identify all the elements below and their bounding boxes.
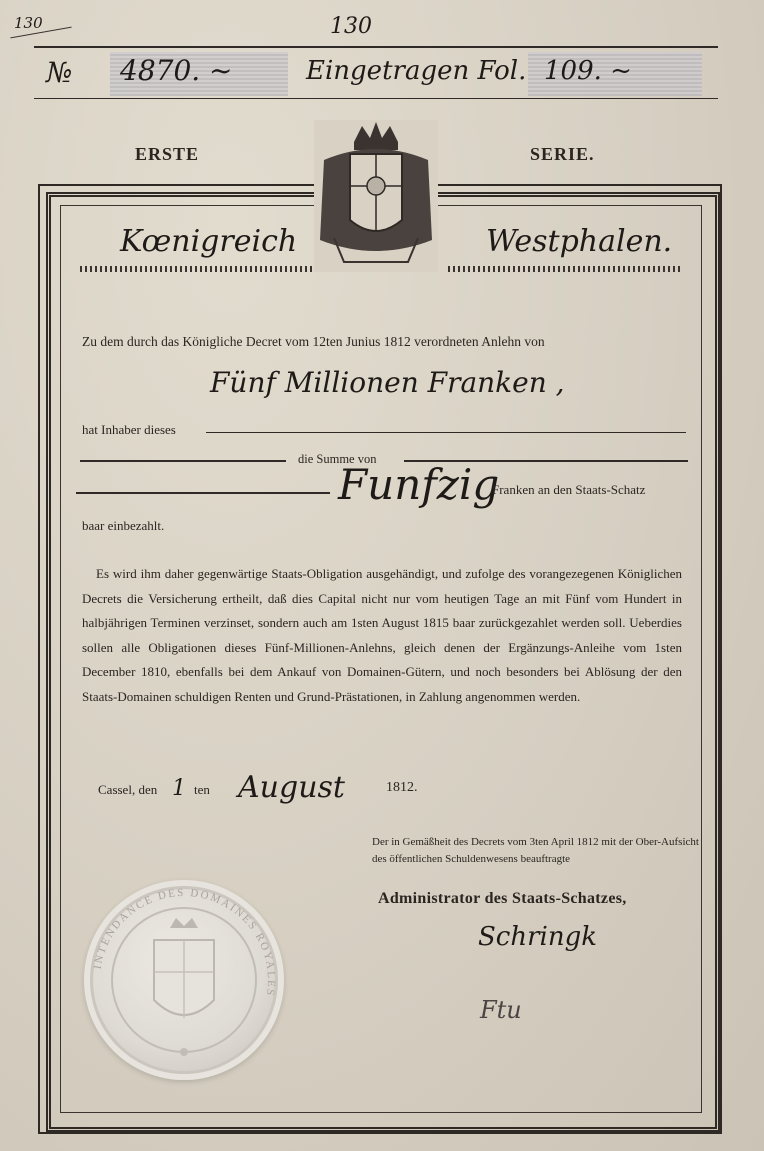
sum-label: die Summe von <box>298 452 377 466</box>
fill-line <box>76 492 330 494</box>
corner-number: 130 <box>14 14 43 32</box>
series-left: ERSTE <box>135 144 200 164</box>
date-place: Cassel, den <box>98 782 158 797</box>
signature: Schringk <box>478 922 598 952</box>
date-month: August <box>238 770 345 805</box>
holder-label: hat Inhaber dieses <box>82 422 176 437</box>
series-right: SERIE. <box>530 144 595 164</box>
seal-legend <box>84 880 284 1080</box>
date-day: 1 <box>172 776 186 801</box>
franken-text: Franken an den Staats-Schatz <box>492 482 646 497</box>
number-value: 4870. ~ <box>120 54 233 87</box>
officer-text: Der in Gemäßheit des Decrets vom 3ten April 1812 mit der Ober-Aufsicht des öffentlichen Schuldenwesens beauftragte <box>372 836 699 865</box>
coat-of-arms-icon <box>314 120 438 272</box>
number-label: № <box>46 56 73 89</box>
fill-line <box>80 460 286 462</box>
signature-initials: Ftu <box>480 996 522 1024</box>
title-ornament-left <box>80 266 314 272</box>
date-year: 1812. <box>386 780 418 795</box>
date-day-suffix: ten <box>194 782 210 797</box>
title-ornament-right <box>448 266 682 272</box>
seal-text: INTENDANCE DES DOMAINES ROYALES <box>91 886 278 999</box>
intro-text: Zu dem durch das Königliche Decret vom 12ten Junius 1812 verordneten Anlehn von <box>82 334 545 349</box>
holder-line <box>206 432 686 433</box>
header-bottom-rule <box>34 98 718 99</box>
top-number: 130 <box>330 14 372 39</box>
title-westphalia: Westphalen. <box>486 224 673 259</box>
loan-amount: Fünf Millionen Franken , <box>210 366 565 399</box>
svg-text:INTENDANCE DES DOMAINES ROYALE <box>92 887 277 998</box>
registered-label: Eingetragen Fol. <box>306 56 527 86</box>
sum-value: Funfzig <box>338 460 500 509</box>
administrator-title: Administrator des Staats-Schatzes, <box>378 890 627 907</box>
header-top-rule <box>34 46 718 48</box>
paid-text: baar einbezahlt. <box>82 518 165 533</box>
terms-paragraph: Es wird ihm daher gegenwärtige Staats-Obligation ausgehändigt, und zufolge des vorangezegenen Königlichen Decrets die Versicherung ertheilt, daß dies Capital nicht nur vom heutigen Tage an mit Fünf vom Hundert in halbjährigen Terminen verzinset, sondern auch am 1sten August 1815 baar zurückgezahlet werden soll. Ueberdies sollen alle Obligationen dieses Fünf-Millionen-Anlehns, gleich denen der Ergänzungs-Anleihe vom 1sten December 1810, ebenfalls bei dem Ankauf von Domainen-Gütern, und noch besonders bei Ablösung der den Staats-Domainen schuldigen Renten und Grund-Prästationen, in Zahlung angenommen werden. <box>82 566 682 704</box>
folio-value: 109. ~ <box>544 56 632 86</box>
title-kingdom: Kœnigreich <box>120 224 298 259</box>
